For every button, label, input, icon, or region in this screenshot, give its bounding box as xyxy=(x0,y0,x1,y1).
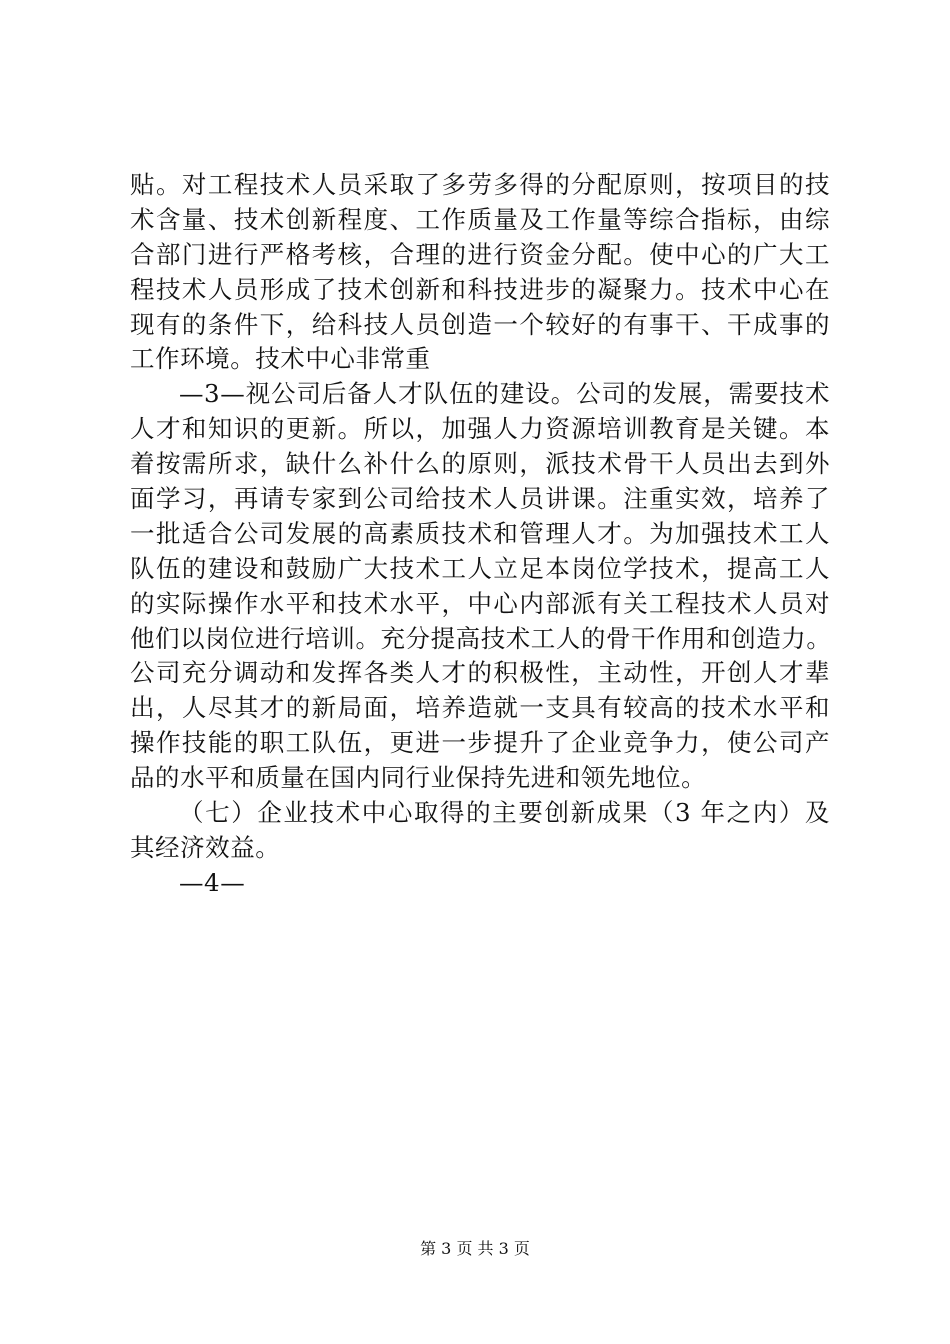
text-line: 人才和知识的更新。所以，加强人力资源培训教育是关键。本 xyxy=(130,414,830,444)
text-line: 队伍的建设和鼓励广大技术工人立足本岗位学技术，提高工人 xyxy=(130,553,830,583)
text-line: 的实际操作水平和技术水平，中心内部派有关工程技术人员对 xyxy=(130,588,830,618)
text-line: 合部门进行严格考核，合理的进行资金分配。使中心的广大工 xyxy=(130,239,830,269)
text-line: 品的水平和质量在国内同行业保持先进和领先地位。 xyxy=(130,763,707,793)
text-line: 其经济效益。 xyxy=(130,832,281,862)
text-line: 贴。对工程技术人员采取了多劳多得的分配原则，按项目的技 xyxy=(130,170,830,199)
text-line: 工作环境。技术中心非常重 xyxy=(130,344,431,374)
text-line: 操作技能的职工队伍，更进一步提升了企业竞争力，使公司产 xyxy=(130,728,830,758)
text-line: 他们以岗位进行培训。充分提高技术工人的骨干作用和创造力。 xyxy=(130,623,832,653)
page-footer: 第 3 页 共 3 页 xyxy=(420,1239,530,1258)
text-line: 术含量、技术创新程度、工作质量及工作量等综合指标，由综 xyxy=(130,204,830,234)
text-line: 程技术人员形成了技术创新和科技进步的凝聚力。技术中心在 xyxy=(130,274,830,304)
text-line: 面学习，再请专家到公司给技术人员讲课。注重实效，培养了 xyxy=(130,484,830,514)
text-line: 公司充分调动和发挥各类人才的积极性，主动性，开创人才辈 xyxy=(130,658,830,688)
text-line: 着按需所求，缺什么补什么的原则，派技术骨干人员出去到外 xyxy=(130,449,830,479)
text-line: —3—视公司后备人才队伍的建设。公司的发展，需要技术 xyxy=(179,379,830,409)
body-text xyxy=(130,168,830,901)
text-line: 出，人尽其才的新局面，培养造就一支具有较高的技术水平和 xyxy=(130,693,830,723)
section-heading: （七）企业技术中心取得的主要创新成果（3 年之内）及 xyxy=(179,798,830,828)
text-line: 现有的条件下，给科技人员创造一个较好的有事干、干成事的 xyxy=(130,309,830,339)
page-marker: —4— xyxy=(179,867,246,897)
text-line: 一批适合公司发展的高素质技术和管理人才。为加强技术工人 xyxy=(130,518,830,548)
